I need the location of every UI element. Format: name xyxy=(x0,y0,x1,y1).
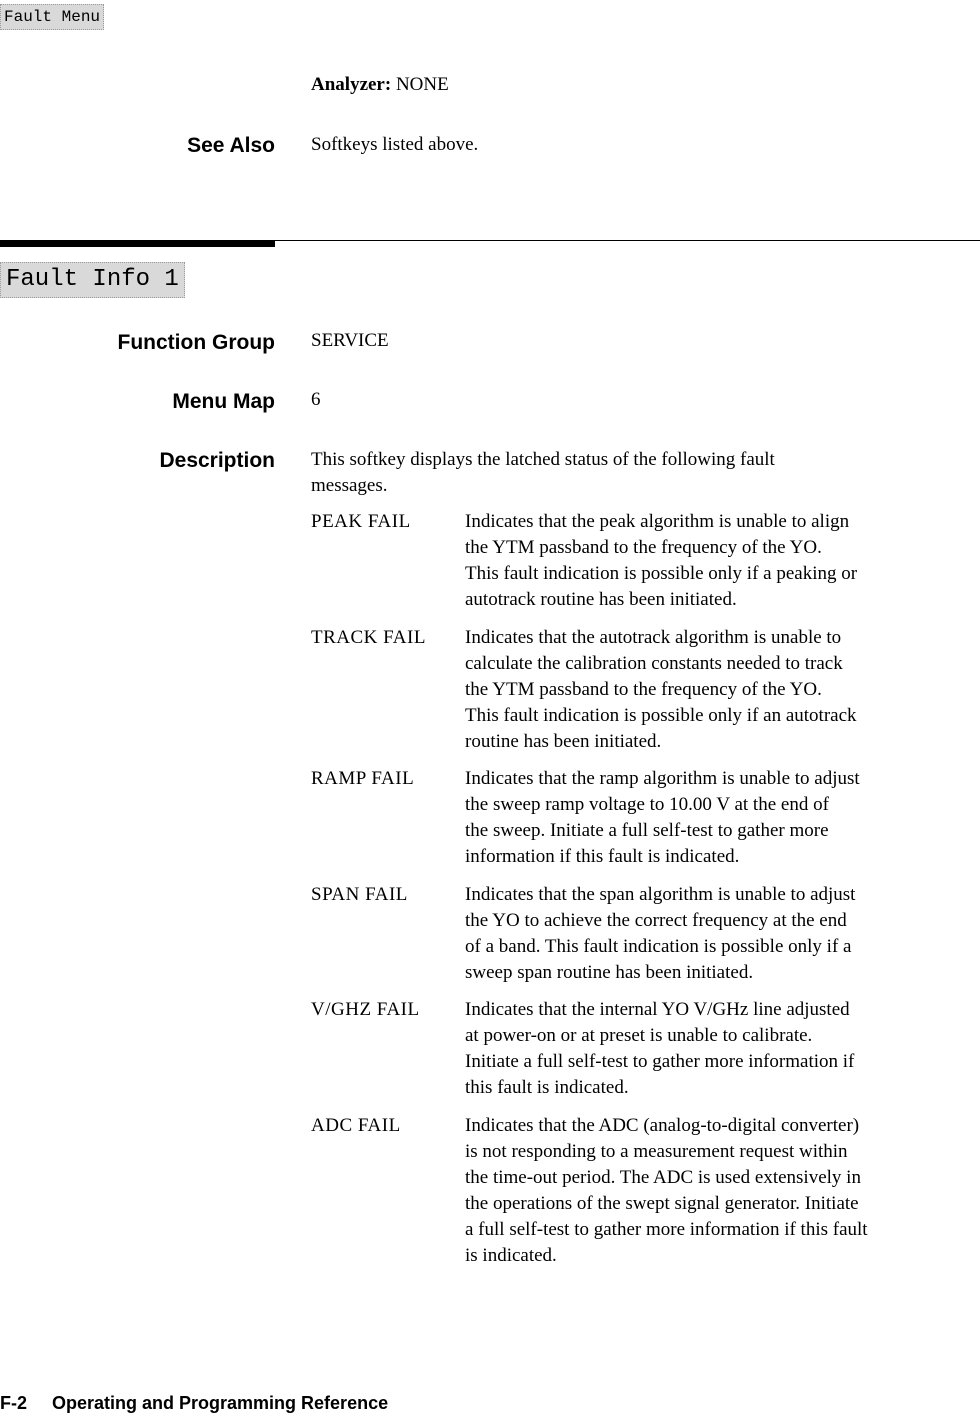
fault-description xyxy=(465,882,980,986)
fault-description xyxy=(465,1113,980,1269)
fault-line: calculate the calibration constants needed to track xyxy=(465,653,843,674)
analyzer-value: NONE xyxy=(395,74,449,95)
fault-line: a full self-test to gather more information if this fault xyxy=(465,1219,868,1240)
see-also-text: Softkeys listed above. xyxy=(311,134,479,155)
fault-line: the time-out period. The ADC is used extensively in xyxy=(465,1167,861,1188)
menu-map-value: 6 xyxy=(311,389,321,410)
section-rule-thin xyxy=(275,240,980,241)
analyzer-label: Analyzer: xyxy=(311,74,392,95)
fault-line: the YTM passband to the frequency of the YO. xyxy=(465,679,822,700)
fault-line: information if this fault is indicated. xyxy=(465,846,740,867)
fault-line: Initiate a full self-test to gather more information if xyxy=(465,1051,855,1072)
fault-line: of a band. This fault indication is possible only if a xyxy=(465,936,852,957)
fault-line: sweep span routine has been initiated. xyxy=(465,962,754,983)
fault-line: This fault indication is possible only if a peaking or xyxy=(465,563,858,584)
menu-map-label: Menu Map xyxy=(172,390,275,413)
softkey-fault-menu: Fault Menu xyxy=(0,4,104,30)
fault-name: SPAN FAIL xyxy=(311,884,408,905)
footer-title: Operating and Programming Reference xyxy=(52,1393,389,1413)
section-rule-thick xyxy=(0,240,275,247)
function-group-label: Function Group xyxy=(117,331,275,354)
analyzer-line xyxy=(311,72,449,98)
page-footer xyxy=(0,1393,388,1414)
fault-name: TRACK FAIL xyxy=(311,627,426,648)
fault-line: Indicates that the ramp algorithm is unable to adjust xyxy=(465,768,860,789)
description-line: This softkey displays the latched status of the following fault xyxy=(311,449,775,470)
description-label: Description xyxy=(159,449,275,472)
fault-description xyxy=(465,997,980,1101)
fault-line: the YO to achieve the correct frequency at the end xyxy=(465,910,847,931)
fault-name: RAMP FAIL xyxy=(311,768,415,789)
fault-name: PEAK FAIL xyxy=(311,511,411,532)
fault-line: this fault is indicated. xyxy=(465,1077,629,1098)
fault-line: Indicates that the span algorithm is unable to adjust xyxy=(465,884,856,905)
fault-line: routine has been initiated. xyxy=(465,731,662,752)
function-group-value: SERVICE xyxy=(311,330,389,351)
softkey-fault-info-1: Fault Info 1 xyxy=(0,262,185,298)
fault-line: Indicates that the internal YO V/GHz line adjusted xyxy=(465,999,850,1020)
fault-description xyxy=(465,509,980,613)
fault-line: the operations of the swept signal generator. Initiate xyxy=(465,1193,859,1214)
description-text xyxy=(311,447,775,499)
fault-line: is not responding to a measurement request within xyxy=(465,1141,848,1162)
fault-line: autotrack routine has been initiated. xyxy=(465,589,737,610)
fault-line: Indicates that the peak algorithm is unable to align xyxy=(465,511,850,532)
fault-line: Indicates that the ADC (analog-to-digital converter) xyxy=(465,1115,860,1136)
fault-description xyxy=(465,625,980,755)
see-also-label: See Also xyxy=(187,134,275,157)
fault-line: at power-on or at preset is unable to calibrate. xyxy=(465,1025,813,1046)
fault-line: This fault indication is possible only if an autotrack xyxy=(465,705,857,726)
fault-name: ADC FAIL xyxy=(311,1115,401,1136)
fault-line: the sweep ramp voltage to 10.00 V at the end of xyxy=(465,794,829,815)
fault-line: the sweep. Initiate a full self-test to gather more xyxy=(465,820,829,841)
fault-line: Indicates that the autotrack algorithm is unable to xyxy=(465,627,842,648)
description-line: messages. xyxy=(311,475,388,496)
fault-description xyxy=(465,766,980,870)
page-number: F-2 xyxy=(0,1393,27,1413)
fault-line: is indicated. xyxy=(465,1245,557,1266)
fault-line: the YTM passband to the frequency of the YO. xyxy=(465,537,822,558)
fault-name: V/GHZ FAIL xyxy=(311,999,420,1020)
